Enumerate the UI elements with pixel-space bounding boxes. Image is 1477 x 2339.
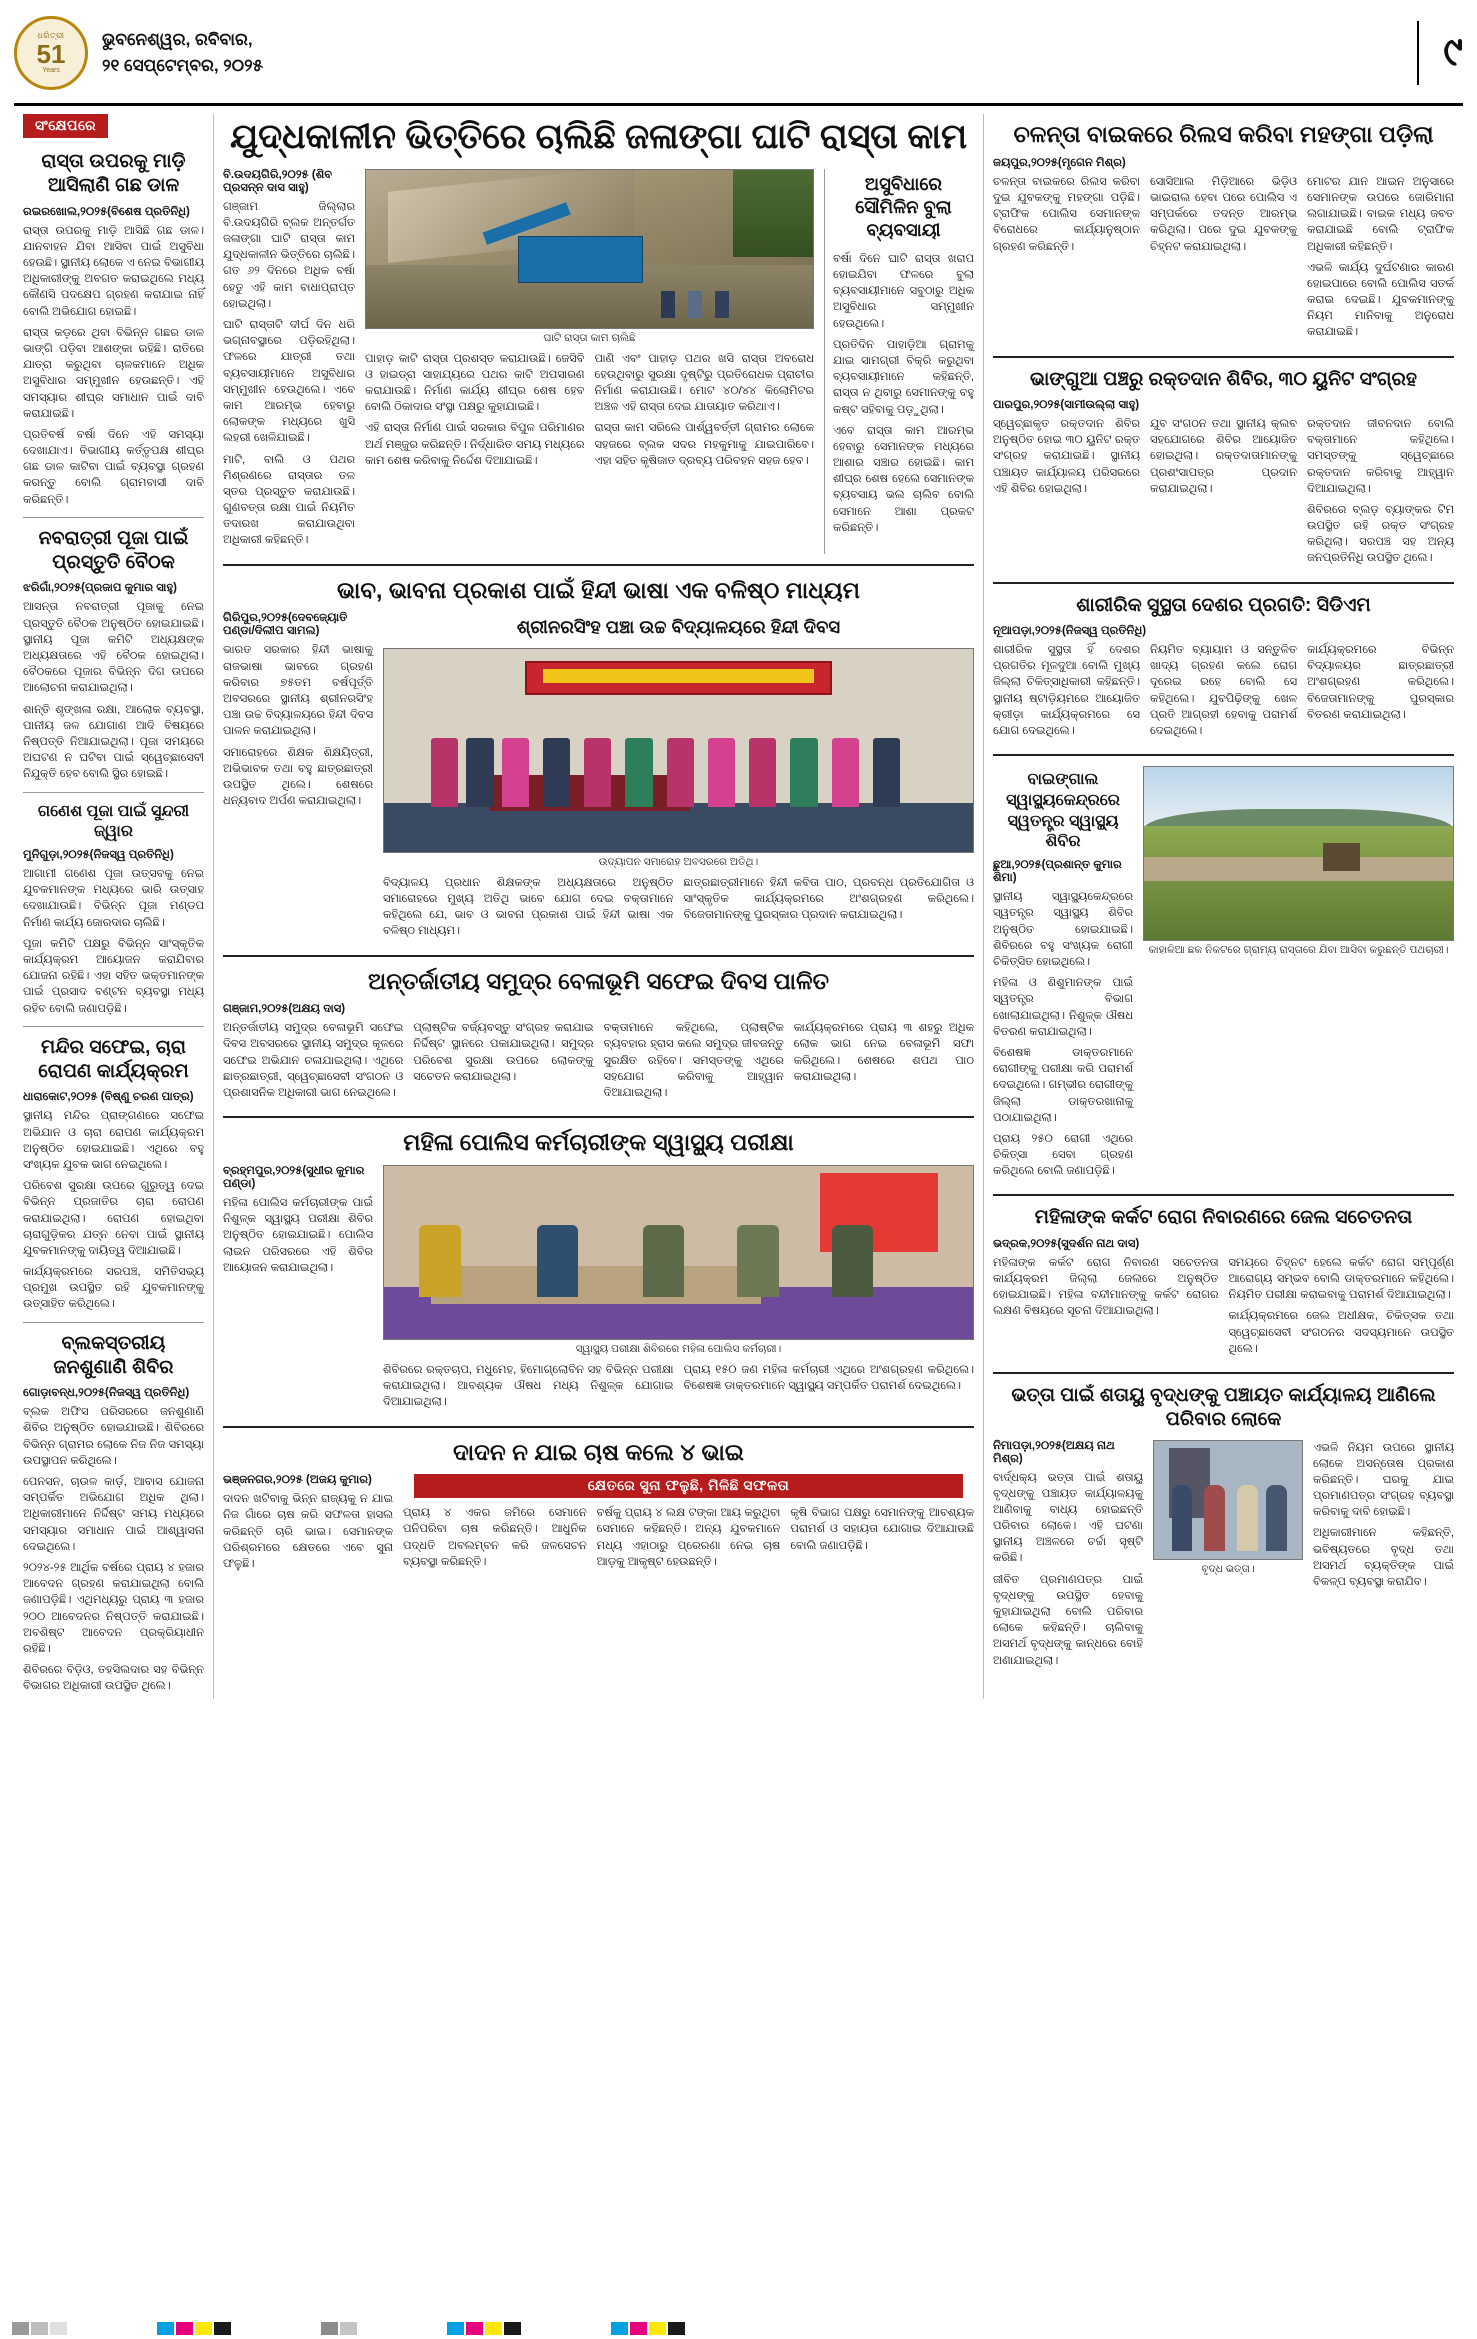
story-photo-village-road [1143,766,1454,941]
lead-story-ghati-road [223,116,974,554]
story-blood-donation-camp [993,368,1454,572]
story-headline: ମନ୍ଦିର ସଫେଇ, ଚାରା ରୋପଣ କାର୍ଯ୍ୟକ୍ରମ [38,1036,189,1083]
lead-paragraph: ପାଣି ଏବଂ ପାହାଡ଼ ପଥର ଖସି ରାସ୍ତା ଅବରୋଧ ହେଉଥିବାରୁ ସୁରକ୍ଷା ଦୃଷ୍ଟିରୁ ପ୍ରତିରୋଧକ ପ୍ରାଚୀର ନିର୍ମାଣ କରାଯାଉଛି। ମୋଟ ୪୦/୪୪ କିଲୋମିଟର ଅଞ୍ଚଳ ଏହି ରାସ୍ତା ଦେଇ ଯାତାୟାତ କରିଥାଏ। [594,352,814,414]
lead-sidebar-headline: ଅସୁବିଧାରେ ସୌମିଳିନ ବୁଲା ବ୍ୟବସାୟୀ [855,173,952,241]
story-women-police-health [223,1128,974,1415]
story-bike-reels [993,120,1454,346]
lead-headline: ଯୁଦ୍ଧକାଳୀନ ଭିତ୍ତିରେ ଚାଲିଛି ଜଳାଙ୍ଗା ଘାଟି ରାସ୍ତା କାମ [230,117,967,156]
story-byline: ନିମାପଡ଼ା,୨୦୨୫(ଅକ୍ଷୟ ନାଥ ମିଶ୍ର) [993,1439,1115,1465]
color-swatch [157,2322,174,2335]
color-swatch [447,2322,464,2335]
divider [993,754,1454,756]
swatch-group-gray-1 [12,2322,67,2335]
masthead-dateline [102,27,263,78]
story-headline: ବାଇଙ୍ଗାଲ ସ୍ୱାସ୍ଥ୍ୟକେନ୍ଦ୍ରରେ ସ୍ୱତନ୍ତ୍ର ସ୍ୱାସ୍ଥ୍ୟ ଶିବିର [1006,771,1120,851]
story-headline: ନବରାତ୍ରୀ ପୂଜା ପାଇଁ ପ୍ରସ୍ତୁତି ବୈଠକ [38,527,189,574]
story-byline: ରଇରଖୋଲ,୨୦୨୫(ବିଶେଷ ପ୍ରତିନିଧି) [23,205,190,218]
story-paragraph: ନିୟମିତ ବ୍ୟାୟାମ ଓ ସନ୍ତୁଳିତ ଖାଦ୍ୟ ଗ୍ରହଣ କଲେ ରୋଗ ଦୂରେଇ ରହେ ବୋଲି ସେ କହିଥିଲେ। ଯୁବପିଢ଼ିଙ୍କୁ ଖେଳ ପ୍ରତି ଆଗ୍ରହୀ ହେବାକୁ ପରାମର୍ଶ ଦେଇଥିଲେ। [1150,643,1297,737]
divider [23,1026,204,1027]
divider [23,517,204,518]
story-paragraph: ବିଶେଷଜ୍ଞ ଡାକ୍ତରମାନେ ରୋଗୀଙ୍କୁ ପରୀକ୍ଷା କରି ପରାମର୍ଶ ଦେଇଥିଲେ। ଗମ୍ଭୀର ରୋଗୀଙ୍କୁ ଜିଲ୍ଲା ଡାକ୍ତରଖାନାକୁ ପଠାଯାଇଥିଲା। [993,1046,1133,1124]
column-right [984,114,1463,1699]
lead-sidebar-paragraph: ଏବେ ରାସ୍ତା କାମ ଆରମ୍ଭ ହେବାରୁ ସେମାନଙ୍କ ମଧ୍ୟରେ ଆଶାର ସଞ୍ଚାର ହୋଇଛି। କାମ ଶୀଘ୍ର ଶେଷ ହେଲେ ସେମାନଙ୍କ ବ୍ୟବସାୟ ଭଲ ଚାଲିବ ବୋଲି ସେମାନେ ଆଶା ପ୍ରକଟ କରିଛନ୍ତି। [833,424,974,534]
divider [223,1116,974,1118]
story-paragraph: ପରିବେଶ ସୁରକ୍ଷା ଉପରେ ଗୁରୁତ୍ୱ ଦେଇ ବିଭିନ୍ନ ପ୍ରଜାତିର ଚାରା ରୋପଣ କରାଯାଇଥିଲା। ରୋପଣ ହୋଇଥିବା ଚାରାଗୁଡ଼ିକର ଯତ୍ନ ନେବା ପାଇଁ ସ୍ଥାନୀୟ ଯୁବକମାନଙ୍କୁ ଦାୟିତ୍ୱ ଦିଆଯାଇଛି। [23,1180,204,1257]
story-photo-caption: ବୃଦ୍ଧ ଭତ୍ତା। [1201,1562,1255,1575]
story-headline: ଦାଦନ ନ ଯାଇ ଚାଷ କଲେ ୪ ଭାଇ [453,1438,744,1465]
swatch-group-cmyk-1 [157,2322,231,2335]
divider [993,356,1454,358]
masthead-date: ୨୧ ସେପ୍ଟେମ୍ବର, ୨୦୨୫ [102,55,264,75]
story-beach-cleanup [223,967,974,1107]
lead-paragraph: ପାହାଡ଼ କାଟି ରାସ୍ତା ପ୍ରଶସ୍ତ କରାଯାଉଛି। ଜେସିବି ଓ ହାଇଡ୍ରା ସାହାଯ୍ୟରେ ପଥର କାଟି ଅପସାରଣ କରାଯାଉଛି। ନିର୍ମାଣ କାର୍ଯ୍ୟ ଶୀଘ୍ର ଶେଷ ହେବ ବୋଲି ଠିକାଦାର ସଂସ୍ଥା ପକ୍ଷରୁ କୁହାଯାଇଛି। [365,352,585,414]
story-byline: ଧାରାକୋଟ,୨୦୨୫ (ବିଷ୍ଣୁ ଚରଣ ପାତ୍ର) [23,1091,194,1104]
story-paragraph: ମହିଳାଙ୍କ କର୍କଟ ରୋଗ ନିବାରଣ ସଚେତନତା କାର୍ଯ୍ୟକ୍ରମ ଜିଲ୍ଲା ଜେଲରେ ଅନୁଷ୍ଠିତ ହୋଇଯାଇଛି। ମହିଳା ବନ୍ଦୀମାନଙ୍କୁ କର୍କଟ ରୋଗର ଲକ୍ଷଣ ବିଷୟରେ ସୂଚନା ଦିଆଯାଇଥିଲା। [993,1256,1219,1318]
story-headline: ଅନ୍ତର୍ଜାତୀୟ ସମୁଦ୍ର ବେଳାଭୂମି ସଫେଇ ଦିବସ ପାଳିତ [367,967,830,994]
story-hindi-diwas [223,576,974,945]
story-photo-caption: ଉଦ୍ୟାପନ ସମାରୋହ ଅବସରରେ ଅତିଥି। [598,855,759,868]
story-paragraph: କାର୍ଯ୍ୟକ୍ରମରେ ବିଭିନ୍ନ ବିଦ୍ୟାଳୟର ଛାତ୍ରଛାତ୍ରୀ ଅଂଶଗ୍ରହଣ କରିଥିଲେ। ବିଜେତାମାନଙ୍କୁ ପୁରସ୍କାର ବିତରଣ କରାଯାଇଥିଲା। [1307,643,1454,721]
divider [223,1426,974,1428]
story-paragraph: କୃଷି ବିଭାଗ ପକ୍ଷରୁ ସେମାନଙ୍କୁ ଆବଶ୍ୟକ ପରାମର୍ଶ ଓ ସହାୟତା ଯୋଗାଇ ଦିଆଯାଉଛି ବୋଲି ଜଣାପଡ଼ିଛି। [790,1507,975,1552]
swatch-group-gray-2 [321,2322,357,2335]
story-paragraph: ଭାରତ ସରକାର ହିନ୍ଦୀ ଭାଷାକୁ ରାଜଭାଷା ଭାବରେ ଗ୍ରହଣ କରିବାର ୭୫ତମ ବର୍ଷପୂର୍ତ୍ତି ଅବସରରେ ସ୍ଥାନୀୟ ଶ୍ରୀନରସିଂହ ପଞ୍ଚା ଉଚ୍ଚ ବିଦ୍ୟାଳୟରେ ହିନ୍ଦୀ ଦିବସ ପାଳନ କରାଯାଇଥିଲା। [223,644,373,738]
logo-anniversary-number: 51 [36,39,66,69]
color-swatch [214,2322,231,2335]
story-headline: ଭତ୍ତା ପାଇଁ ଶତାୟୁ ବୃଦ୍ଧଙ୍କୁ ପଞ୍ଚାୟତ କାର୍ଯ୍ୟାଳୟ ଆଣିଲେ ପରିବାର ଲୋକେ [1011,1384,1436,1431]
story-byline: ପାରପୁର,୨୦୨୫(ସାମୀଉଲ୍ଲା ସାହୁ) [993,398,1140,411]
story-byline: ଜୟପୁର,୨୦୨୫(ମୃଗେନ ମିଶ୍ର) [993,156,1126,169]
lead-paragraph: ମାଟି, ବାଲି ଓ ପଥର ମିଶ୍ରଣରେ ରାସ୍ତାର ତଳ ସ୍ତର ପ୍ରସ୍ତୁତ କରାଯାଉଛି। ଗୁଣବତ୍ତା ରକ୍ଷା ପାଇଁ ନିୟମିତ ତଦାରଖ କରାଯାଉଥିବା ଅଧିକାରୀ କହିଛନ୍ତି। [223,453,355,547]
story-paragraph: କାର୍ଯ୍ୟକ୍ରମରେ ଜେଲ ଅଧୀକ୍ଷକ, ଚିକିତ୍ସକ ତଥା ସ୍ୱେଚ୍ଛାସେବୀ ସଂଗଠନର ସଦସ୍ୟମାନେ ଉପସ୍ଥିତ ଥିଲେ। [1228,1310,1454,1355]
lead-paragraph: ରାସ୍ତା କାମ ସରିଲେ ପାର୍ଶ୍ୱବର୍ତ୍ତୀ ଗ୍ରାମର ଲୋକେ ସହଜରେ ବ୍ଲକ ସଦର ମହକୁମାକୁ ଯାଇପାରିବେ। ଏହା ସହିତ କୃଷିଜାତ ଦ୍ରବ୍ୟ ପରିବହନ ସହଜ ହେବ। [594,422,814,467]
story-headline: ମହିଳା ପୋଲିସ କର୍ମଚାରୀଙ୍କ ସ୍ୱାସ୍ଥ୍ୟ ପରୀକ୍ଷା [403,1129,794,1156]
story-paragraph: ସମାରୋହରେ ଶିକ୍ଷକ ଶିକ୍ଷୟିତ୍ରୀ, ଅଭିଭାବକ ତଥା ବହୁ ଛାତ୍ରଛାତ୍ରୀ ଉପସ୍ଥିତ ଥିଲେ। ଶେଷରେ ଧନ୍ୟବାଦ ଅର୍ପଣ କରାଯାଇଥିଲା। [223,746,373,808]
publication-logo [14,16,88,90]
lead-photo-road-construction [365,169,814,329]
lead-byline: ବି.ଉଦୟଗିରି,୨୦୨୫ (ଶିବ ପ୍ରସନ୍ନ ଦାସ ସାହୁ) [223,168,333,194]
story-byline: ଗିରିପୁର,୨୦୨୫(ଦେବଜ୍ୟୋତି ପଣ୍ଡା/ଦିଲୀପ ସାମଲ) [223,612,348,638]
story-paragraph: ସ୍ଥାନୀୟ ମନ୍ଦିର ପ୍ରାଙ୍ଗଣରେ ସଫେଇ ଅଭିଯାନ ଓ ଚାରା ରୋପଣ କାର୍ଯ୍ୟକ୍ରମ ଅନୁଷ୍ଠିତ ହୋଇଯାଇଛି। ଏଥିରେ ବହୁ ସଂଖ୍ୟକ ଯୁବକ ଭାଗ ନେଇଥିଲେ। [23,1110,204,1171]
story-photo-caption: ସ୍ୱାସ୍ଥ୍ୟ ପରୀକ୍ଷା ଶିବିରରେ ମହିଳା ପୋଲିସ କର୍ମଚାରୀ। [575,1342,782,1355]
column-left [14,114,214,1699]
swatch-group-cmyk-2 [447,2322,521,2335]
story-paragraph: ରାସ୍ତା ଉପରକୁ ମାଡ଼ି ଆସିଛି ଗଛ ଡାଳ। ଯାନବାହନ ଯିବା ଆସିବା ପାଇଁ ଅସୁବିଧା ହେଉଛି। ସ୍ଥାନୀୟ ଲୋକେ ଏ ନେଇ ବିଭାଗୀୟ ଅଧିକାରୀଙ୍କୁ ଅବଗତ କରାଇଥିଲେ ମଧ୍ୟ କୌଣସି ପଦକ୍ଷେପ ଗ୍ରହଣ କରାଯାଇ ନାହିଁ ବୋଲି ଅଭିଯୋଗ ହୋଇଛି। [23,224,204,318]
story-headline: ଭାଙ୍ଗୁଆ ପଞ୍ଚରୁ ରକ୍ତଦାନ ଶିବିର, ୩୦ ୟୁନିଟ ସଂଗ୍ରହ [1030,368,1417,390]
lead-sidebar-paragraph: ବର୍ଷା ଦିନେ ଘାଟି ରାସ୍ତା ଖରାପ ହୋଇଯିବା ଫଳରେ ବୁଲା ବ୍ୟବସାୟୀମାନେ ସବୁଠାରୁ ଅଧିକ ଅସୁବିଧାର ସମ୍ମୁଖୀନ ହେଉଥିଲେ। [833,252,974,330]
brief-story-public-hearing [23,1332,204,1695]
story-sub-headline: କ୍ଷେତରେ ସୁନା ଫଳୁଛି, ମିଳିଛି ସଫଳତା [414,1474,962,1498]
story-paragraph: ବ୍ଲକ ଅଫିସ ପରିସରରେ ଜନଶୁଣାଣି ଶିବିର ଅନୁଷ୍ଠିତ ହୋଇଯାଇଛି। ଶିବିରରେ ବିଭିନ୍ନ ଗ୍ରାମର ଲୋକେ ନିଜ ନିଜ ସମସ୍ୟା ଉପସ୍ଥାପନ କରିଥିଲେ। [23,1406,204,1467]
story-paragraph: ଏଭଳି ନିୟମ ଉପରେ ସ୍ଥାନୀୟ ଲୋକେ ଅସନ୍ତୋଷ ପ୍ରକାଶ କରିଛନ୍ତି। ଘରକୁ ଯାଇ ପ୍ରମାଣପତ୍ର ସଂଗ୍ରହ ବ୍ୟବସ୍ଥା କରିବାକୁ ଦାବି ହୋଇଛି। [1313,1441,1454,1519]
color-swatch [485,2322,502,2335]
brief-story-road-branches [23,150,204,508]
brief-story-temple-cleaning [23,1036,204,1313]
story-paragraph: ଶିବିରରେ ରକ୍ତଚାପ, ମଧୁମେହ, ହିମୋଗ୍ଲୋବିନ ସହ ବିଭିନ୍ନ ପରୀକ୍ଷା କରାଯାଇଥିଲା। ଆବଶ୍ୟକ ଔଷଧ ମଧ୍ୟ ନିଶୁଳ୍କ ଯୋଗାଇ ଦିଆଯାଇଥିଲା। [383,1363,674,1409]
story-byline: ଛୁଆ,୨୦୨୫(ପ୍ରଶାନ୍ତ କୁମାର ଶିମା) [993,859,1122,885]
story-paragraph: ଚଳନ୍ତା ବାଇକରେ ରିଲସ କରିବା ଦୁଇ ଯୁବକଙ୍କୁ ମହଙ୍ଗା ପଡ଼ିଛି। ଟ୍ରାଫିକ ପୋଲିସ ସେମାନଙ୍କ ବିରୋଧରେ କାର୍ଯ୍ୟାନୁଷ୍ଠାନ ଗ୍ରହଣ କରିଛନ୍ତି। [993,175,1140,253]
section-kicker: ସଂକ୍ଷେପରେ [23,114,108,138]
story-headline: ଗଣେଶ ପୂଜା ପାଇଁ ସୁନ୍ଦରୀ ଜ୍ୱାର [37,802,190,841]
story-paragraph: ଅଧିକାରୀମାନେ କହିଛନ୍ତି, ଭବିଷ୍ୟତରେ ବୃଦ୍ଧ ତଥା ଅସମର୍ଥ ବ୍ୟକ୍ତିଙ୍କ ପାଇଁ ବିକଳ୍ପ ବ୍ୟବସ୍ଥା କରାଯିବ। [1313,1527,1454,1588]
story-paragraph: ଏଭଳି କାର୍ଯ୍ୟ ଦୁର୍ଘଟଣାର କାରଣ ହୋଇପାରେ ବୋଲି ପୋଲିସ ସତର୍କ କରାଇ ଦେଇଛି। ଯୁବକମାନଙ୍କୁ ନିୟମ ମାନିବାକୁ ଅନୁରୋଧ କରାଯାଇଛି। [1307,261,1454,339]
color-swatch [630,2322,647,2335]
story-paragraph: ଶିବିରରେ ବିଡ଼ିଓ, ତହସିଲଦାର ସହ ବିଭିନ୍ନ ବିଭାଗର ଅଧିକାରୀ ଉପସ୍ଥିତ ଥିଲେ। [23,1664,204,1693]
story-paragraph: ଅନ୍ତର୍ଜାତୀୟ ସମୁଦ୍ର ବେଳାଭୂମି ସଫେଇ ଦିବସ ଅବସରରେ ସ୍ଥାନୀୟ ସମୁଦ୍ର କୂଳରେ ସଫେଇ ଅଭିଯାନ ଚଳାଯାଇଥିଲା। ଏଥିରେ ଛାତ୍ରଛାତ୍ରୀ, ସ୍ୱେଚ୍ଛାସେବୀ ସଂଗଠନ ଓ ପ୍ରଶାସନିକ ଅଧିକାରୀ ଭାଗ ନେଇଥିଲେ। [223,1022,404,1100]
story-headline: ବ୍ଲକସ୍ତରୀୟ ଜନଶୁଣାଣି ଶିବିର [53,1332,174,1378]
column-main [214,114,984,1699]
color-swatch [466,2322,483,2335]
story-paragraph: ଶାନ୍ତି ଶୃଙ୍ଖଳା ରକ୍ଷା, ଆଲୋକ ବ୍ୟବସ୍ଥା, ପାନୀୟ ଜଳ ଯୋଗାଣ ଆଦି ବିଷୟରେ ନିଷ୍ପତ୍ତି ନିଆଯାଇଥିଲା। ପୂଜା ସମୟରେ ଅଘଟଣ ନ ଘଟିବା ପାଇଁ ସ୍ୱେଚ୍ଛାସେବୀ ନିଯୁକ୍ତି ହେବ ବୋଲି ସ୍ଥିର ହୋଇଛି। [23,703,204,781]
story-paragraph: ୨୦୨୪-୨୫ ଆର୍ଥିକ ବର୍ଷରେ ପ୍ରାୟ ୪ ହଜାର ଆବେଦନ ଗ୍ରହଣ କରାଯାଇଥିଲା ବୋଲି ଜଣାପଡ଼ିଛି। ଏଥିମଧ୍ୟରୁ ପ୍ରାୟ ୩ ହଜାର ୨୦୦ ଆବେଦନର ନିଷ୍ପତ୍ତି କରାଯାଇଛି। ଅବଶିଷ୍ଟ ଆବେଦନ ପ୍ରକ୍ରିୟାଧୀନ ରହିଛି। [23,1561,204,1655]
color-swatch [12,2322,29,2335]
lead-photo-caption: ଘାଟି ରାସ୍ତା କାମ ଚାଲିଛି [543,331,636,344]
color-swatch [50,2322,67,2335]
story-photo-health-camp [383,1165,974,1340]
color-swatch [668,2322,685,2335]
story-paragraph: ବିଦ୍ୟାଳୟ ପ୍ରଧାନ ଶିକ୍ଷକଙ୍କ ଅଧ୍ୟକ୍ଷତାରେ ଅନୁଷ୍ଠିତ ସମାରୋହରେ ମୁଖ୍ୟ ଅତିଥି ଭାବେ ଯୋଗ ଦେଇ ବକ୍ତାମାନେ କହିଥିଲେ ଯେ, ଭାବ ଓ ଭାବନା ପ୍ରକାଶ ପାଇଁ ହିନ୍ଦୀ ଭାଷା ଏକ ବଳିଷ୍ଠ ମାଧ୍ୟମ। [383,876,674,938]
story-paragraph: ପେନସନ, ଚାଉଳ କାର୍ଡ଼, ଆବାସ ଯୋଜନା ସମ୍ପର୍କିତ ଅଭିଯୋଗ ଅଧିକ ଥିଲା। ଅଧିକାରୀମାନେ ନିର୍ଦ୍ଦିଷ୍ଟ ସମୟ ମଧ୍ୟରେ ସମସ୍ୟାର ସମାଧାନ ପାଇଁ ଆଶ୍ୱାସନା ଦେଇଥିଲେ। [23,1476,204,1553]
story-paragraph: କାର୍ଯ୍ୟକ୍ରମରେ ପ୍ରାୟ ୩ ଶହରୁ ଅଧିକ ଲୋକ ଭାଗ ନେଇ ବେଳାଭୂମି ସଫା କରିଥିଲେ। ଶେଷରେ ଶପଥ ପାଠ କରାଯାଇଥିଲା। [793,1022,974,1083]
color-swatch [611,2322,628,2335]
story-paragraph: ପ୍ରାୟ ୪ ଏକର ଜମିରେ ସେମାନେ ପନିପରିବା ଚାଷ କରିଛନ୍ତି। ଆଧୁନିକ ପଦ୍ଧତି ଅବଲମ୍ବନ କରି ଜଳସେଚନ ବ୍ୟବସ୍ଥା କରିଛନ୍ତି। [403,1507,587,1568]
story-paragraph: ବର୍ଷକୁ ପ୍ରାୟ ୪ ଲକ୍ଷ ଟଙ୍କା ଆୟ କରୁଥିବା ସେମାନେ କହିଛନ୍ତି। ଅନ୍ୟ ଯୁବକମାନେ ମଧ୍ୟ ଏହାଠାରୁ ପ୍ରେରଣା ନେଇ ଚାଷ ଆଡ଼କୁ ଆକୃଷ୍ଟ ହେଉଛନ୍ତି। [596,1507,781,1568]
divider [223,564,974,566]
color-swatch [649,2322,666,2335]
divider [23,792,204,793]
story-headline: ରାସ୍ତା ଉପରକୁ ମାଡ଼ି ଆସିଲାଣି ଗଛ ଡାଳ [41,151,186,197]
story-byline: ମୁନିଗୁଡ଼ା,୨୦୨୫(ନିଜସ୍ୱ ପ୍ରତିନିଧି) [23,849,174,862]
story-paragraph: ପ୍ରାୟ ୨୫୦ ରୋଗୀ ଏଥିରେ ଚିକିତ୍ସା ସେବା ଗ୍ରହଣ କରିଥିଲେ ବୋଲି ଜଣାପଡ଼ିଛି। [993,1132,1133,1178]
logo-top-text: ଧରିତ୍ରୀ [37,31,65,40]
story-byline: ଝରିଗାଁ,୨୦୨୫(ପ୍ରଜାପ କୁମାର ସାହୁ) [23,582,177,595]
story-health-camp-baingal [993,766,1454,1184]
story-paragraph: ମହିଳା ପୋଲିସ କର୍ମଚାରୀଙ୍କ ପାଇଁ ନିଶୁଳ୍କ ସ୍ୱାସ୍ଥ୍ୟ ପରୀକ୍ଷା ଶିବିର ଅନୁଷ୍ଠିତ ହୋଇଯାଇଛି। ପୋଲିସ ଲାଇନ ପରିସରରେ ଏହି ଶିବିର ଆୟୋଜନ କରାଯାଇଥିଲା। [223,1196,373,1274]
color-swatch [31,2322,48,2335]
color-swatch [176,2322,193,2335]
page-number: ୯ [1417,21,1463,85]
story-paragraph: ସ୍ଥାନୀୟ ସ୍ୱାସ୍ଥ୍ୟକେନ୍ଦ୍ରରେ ସ୍ୱତନ୍ତ୍ର ସ୍ୱାସ୍ଥ୍ୟ ଶିବିର ଅନୁଷ୍ଠିତ ହୋଇଯାଇଛି। ଶିବିରରେ ବହୁ ସଂଖ୍ୟକ ରୋଗୀ ଚିକିତ୍ସିତ ହୋଇଥିଲେ। [993,891,1133,968]
story-paragraph: କାର୍ଯ୍ୟକ୍ରମରେ ସରପଞ୍ଚ, ସମିତିସଭ୍ୟ ପ୍ରମୁଖ ଉପସ୍ଥିତ ରହି ଯୁବକମାନଙ୍କୁ ଉତ୍ସାହିତ କରିଥିଲେ। [23,1266,204,1311]
story-photo-hindi-diwas [383,648,974,853]
story-pension-elderly [993,1384,1454,1674]
lead-paragraph: ଗଞ୍ଜାମ ଜିଲ୍ଲାର ବି.ଉଦୟଗିରି ବ୍ଲକ ଅନ୍ତର୍ଗତ ଜଳାଙ୍ଗା ଘାଟି ରାସ୍ତା କାମ ଯୁଦ୍ଧକାଳୀନ ଭିତ୍ତିରେ ଚାଲିଛି। ଗତ ୬୨ ଦିନରେ ଅଧିକ ବର୍ଷା ହେତୁ ଏହି କାମ ବାଧାପ୍ରାପ୍ତ ହୋଇଥିଲା। [223,200,355,310]
story-paragraph: ମହିଳା ଓ ଶିଶୁମାନଙ୍କ ପାଇଁ ସ୍ୱତନ୍ତ୍ର ବିଭାଗ ଖୋଲାଯାଇଥିଲା। ନିଶୁଳ୍କ ଔଷଧ ବିତରଣ କରାଯାଇଥିଲା। [993,977,1133,1038]
brief-story-ganesh-puja [23,802,204,1017]
story-paragraph: ଜୀବିତ ପ୍ରମାଣପତ୍ର ପାଇଁ ବୃଦ୍ଧଙ୍କୁ ଉପସ୍ଥିତ ହେବାକୁ କୁହାଯାଇଥିଲା ବୋଲି ପରିବାର ଲୋକେ କହିଛନ୍ତି। ଚାଲିବାକୁ ଅସମର୍ଥ ବୃଦ୍ଧଙ୍କୁ କାନ୍ଧରେ ବୋହି ଅଣାଯାଇଥିଲା। [993,1573,1143,1667]
divider [993,1194,1454,1196]
photo-overline: ଶ୍ରୀନରସିଂହ ପଞ୍ଚା ଉଚ୍ଚ ବିଦ୍ୟାଳୟରେ ହିନ୍ଦୀ ଦିବସ [516,617,841,638]
story-byline: ଭଦ୍ରକ,୨୦୨୫(ସୁଦର୍ଶନ ନାଥ ଦାସ) [993,1237,1140,1250]
story-paragraph: ବାର୍ଦ୍ଧକ୍ୟ ଭତ୍ତା ପାଇଁ ଶତାୟୁ ବୃଦ୍ଧଙ୍କୁ ପଞ୍ଚାୟତ କାର୍ଯ୍ୟାଳୟକୁ ଆଣିବାକୁ ବାଧ୍ୟ ହୋଇଛନ୍ତି ପରିବାର ଲୋକେ। ଏହି ଘଟଣା ସ୍ଥାନୀୟ ଅଞ୍ଚଳରେ ଚର୍ଚ୍ଚା ସୃଷ୍ଟି କରିଛି। [993,1471,1143,1565]
color-swatch [321,2322,338,2335]
page-body [14,114,1463,1699]
print-registration-bar [0,2317,1477,2339]
story-cancer-awareness-jail [993,1206,1454,1361]
story-byline: ବ୍ରହ୍ମପୁର,୨୦୨୫(ସୁଧୀର କୁମାର ପଣ୍ଡା) [223,1164,365,1190]
masthead [14,10,1463,106]
story-headline: ମହିଳାଙ୍କ କର୍କଟ ରୋଗ ନିବାରଣରେ ଜେଲ ସଚେତନତା [1034,1207,1413,1229]
story-paragraph: ପ୍ରତିବର୍ଷ ବର୍ଷା ଦିନେ ଏହି ସମସ୍ୟା ଦେଖାଯାଏ। ବିଭାଗୀୟ କର୍ତ୍ତୃପକ୍ଷ ଶୀଘ୍ର ଗଛ ଡାଳ କାଟିବା ପାଇଁ ବ୍ୟବସ୍ଥା ଗ୍ରହଣ କରନ୍ତୁ ବୋଲି ଗ୍ରାମବାସୀ ଦାବି କରିଛନ୍ତି। [23,428,204,506]
story-paragraph: ଶିବିରରେ ବ୍ଲଡ଼ ବ୍ୟାଙ୍କର ଟିମ ଉପସ୍ଥିତ ରହି ରକ୍ତ ସଂଗ୍ରହ କରିଥିଲା। ସରପଞ୍ଚ ସହ ଅନ୍ୟ ଜନପ୍ରତିନିଧି ଉପସ୍ଥିତ ଥିଲେ। [1307,503,1454,565]
story-byline: ଗଞ୍ଜାମ,୨୦୨୫(ଅକ୍ଷୟ ଦାସ) [223,1003,346,1016]
lead-sidebar-paragraph: ପ୍ରତିଦିନ ପାହାଡ଼ିଆ ଗ୍ରାମକୁ ଯାଇ ସାମଗ୍ରୀ ବିକ୍ରି କରୁଥିବା ବ୍ୟବସାୟୀମାନେ କହିଛନ୍ତି, ରାସ୍ତା ନ ଥିବାରୁ ସେମାନଙ୍କୁ ବହୁ କଷ୍ଟ ସହିବାକୁ ପଡ଼ୁଥିଲା। [833,338,974,416]
story-four-brothers-farming [223,1438,974,1578]
story-paragraph: ଯୁବ ସଂଗଠନ ତଥା ସ୍ଥାନୀୟ କ୍ଲବ ସହଯୋଗରେ ଶିବିର ଆୟୋଜିତ ହୋଇଥିଲା। ରକ୍ତଦାତାମାନଙ୍କୁ ପ୍ରଶଂସାପତ୍ର ପ୍ରଦାନ କରାଯାଇଥିଲା। [1150,417,1297,495]
lead-paragraph: ଘାଟି ରାସ୍ତାଟି ଦୀର୍ଘ ଦିନ ଧରି ଭଗ୍ନାବସ୍ଥାରେ ପଡ଼ିରହିଥିଲା। ଫଳରେ ଯାତ୍ରୀ ତଥା ବ୍ୟବସାୟୀମାନେ ଅସୁବିଧାର ସମ୍ମୁଖୀନ ହେଉଥିଲେ। ଏବେ କାମ ଆରମ୍ଭ ହେବାରୁ ଲୋକଙ୍କ ମଧ୍ୟରେ ଖୁସି ଲହରୀ ଖେଳିଯାଇଛି। [223,319,355,445]
story-paragraph: ପୂଜା କମିଟି ପକ୍ଷରୁ ବିଭିନ୍ନ ସାଂସ୍କୃତିକ କାର୍ଯ୍ୟକ୍ରମ ଆୟୋଜନ କରାଯିବାର ଯୋଜନା ରହିଛି। ଏହା ସହିତ ଭକ୍ତମାନଙ୍କ ପାଇଁ ପ୍ରସାଦ ବଣ୍ଟନ ବ୍ୟବସ୍ଥା ମଧ୍ୟ ରହିବ ବୋଲି ଜଣାପଡ଼ିଛି। [23,937,204,1015]
story-paragraph: ସୋସିଆଲ ମିଡ଼ିଆରେ ଭିଡ଼ିଓ ଭାଇରାଲ ହେବା ପରେ ପୋଲିସ ଏ ସମ୍ପର୍କରେ ତଦନ୍ତ ଆରମ୍ଭ କରିଥିଲା। ପରେ ଦୁଇ ଯୁବକଙ୍କୁ ଚିହ୍ନଟ କରାଯାଇଥିଲା। [1150,175,1297,253]
story-paragraph: ମୋଟର ଯାନ ଆଇନ ଅନୁସାରେ ସେମାନଙ୍କ ଉପରେ ଜୋରିମାନା ଲଗାଯାଇଛି। ବାଇକ ମଧ୍ୟ ଜବତ କରାଯାଇଛି ବୋଲି ଟ୍ରାଫିକ ଅଧିକାରୀ କହିଛନ୍ତି। [1307,175,1454,253]
story-paragraph: ସମୟରେ ଚିହ୍ନଟ ହେଲେ କର୍କଟ ରୋଗ ସମ୍ପୂର୍ଣ୍ଣ ଆରୋଗ୍ୟ ସମ୍ଭବ ବୋଲି ଡାକ୍ତରମାନେ କହିଥିଲେ। ନିୟମିତ ପରୀକ୍ଷା କରାଇବାକୁ ପରାମର୍ଶ ଦିଆଯାଇଥିଲା। [1228,1256,1454,1302]
masthead-place: ଭୁବନେଶ୍ୱର, ରବିବାର, [102,30,253,49]
story-physical-fitness [993,594,1454,744]
brief-story-navaratri-meeting [23,527,204,783]
story-byline: ନୂଆପଡ଼ା,୨୦୨୫(ନିଜସ୍ୱ ପ୍ରତିନିଧି) [993,624,1147,637]
story-headline: ଚଳନ୍ତା ବାଇକରେ ରିଲସ କରିବା ମହଙ୍ଗା ପଡ଼ିଲା [1013,121,1434,147]
divider [993,582,1454,584]
story-headline: ଭାବ, ଭାବନା ପ୍ରକାଶ ପାଇଁ ହିନ୍ଦୀ ଭାଷା ଏକ ବଳିଷ୍ଠ ମାଧ୍ୟମ [337,576,860,603]
story-paragraph: ବକ୍ତାମାନେ କହିଥିଲେ, ପ୍ଲାଷ୍ଟିକ ବ୍ୟବହାର ହ୍ରାସ କଲେ ସମୁଦ୍ର ଜୀବଜନ୍ତୁ ସୁରକ୍ଷିତ ରହିବେ। ସମସ୍ତଙ୍କୁ ଏଥିରେ ସହଯୋଗ କରିବାକୁ ଆହ୍ୱାନ ଦିଆଯାଇଥିଲା। [603,1022,784,1100]
story-paragraph: ଛାତ୍ରଛାତ୍ରୀମାନେ ହିନ୍ଦୀ କବିତା ପାଠ, ପ୍ରବନ୍ଧ ପ୍ରତିଯୋଗିତା ଓ ସାଂସ୍କୃତିକ କାର୍ଯ୍ୟକ୍ରମରେ ଅଂଶଗ୍ରହଣ କରିଥିଲେ। ବିଜେତାମାନଙ୍କୁ ପୁରସ୍କାର ପ୍ରଦାନ କରାଯାଇଥିଲା। [683,876,974,922]
logo-years-label: Years [42,67,60,74]
story-byline: ଗୋଡ଼ାବନ୍ଧ,୨୦୨୫(ନିଜସ୍ୱ ପ୍ରତିନିଧି) [23,1387,190,1400]
color-swatch [195,2322,212,2335]
story-paragraph: ଆସନ୍ତା ନବରାତ୍ରୀ ପୂଜାକୁ ନେଇ ପ୍ରସ୍ତୁତି ବୈଠକ ଅନୁଷ୍ଠିତ ହୋଇଯାଇଛି। ସ୍ଥାନୀୟ ପୂଜା କମିଟି ଅଧ୍ୟକ୍ଷଙ୍କ ଅଧ୍ୟକ୍ଷତାରେ ଏହି ବୈଠକ ହୋଇଥିଲା। ବୈଠକରେ ପୂଜାର ବିଭିନ୍ନ ଦିଗ ଉପରେ ଆଲୋଚନା କରାଯାଇଥିଲା। [23,601,204,695]
story-paragraph: ଆଗାମୀ ଗଣେଶ ପୂଜା ଉତ୍ସବକୁ ନେଇ ଯୁବକମାନଙ୍କ ମଧ୍ୟରେ ଭାରି ଉତ୍ସାହ ଦେଖାଯାଉଛି। ବିଭିନ୍ନ ପୂଜା ମଣ୍ଡପ ନିର୍ମାଣ କାର୍ଯ୍ୟ ଜୋରଦାର ଚାଲିଛି। [23,868,204,929]
story-photo-elderly-pension [1153,1440,1303,1560]
story-paragraph: ପ୍ରାୟ ୧୫୦ ଜଣ ମହିଳା କର୍ମଚାରୀ ଏଥିରେ ଅଂଶଗ୍ରହଣ କରିଥିଲେ। ବିଶେଷଜ୍ଞ ଡାକ୍ତରମାନେ ସ୍ୱାସ୍ଥ୍ୟ ସମ୍ପର୍କିତ ପରାମର୍ଶ ଦେଇଥିଲେ। [683,1363,974,1393]
swatch-group-cmyk-3 [611,2322,685,2335]
story-paragraph: ଦାଦନ ଖଟିବାକୁ ଭିନ୍ନ ରାଜ୍ୟକୁ ନ ଯାଇ ନିଜ ଗାଁରେ ଚାଷ କରି ସଫଳତା ହାସଲ କରିଛନ୍ତି ଚାରି ଭାଇ। ସେମାନଙ୍କ ପରିଶ୍ରମରେ କ୍ଷେତରେ ଏବେ ସୁନା ଫଳୁଛି। [223,1493,393,1571]
color-swatch [504,2322,521,2335]
story-paragraph: ସ୍ୱେଚ୍ଛାକୃତ ରକ୍ତଦାନ ଶିବିର ଅନୁଷ୍ଠିତ ହୋଇ ୩୦ ୟୁନିଟ ରକ୍ତ ସଂଗ୍ରହ କରାଯାଇଛି। ସ୍ଥାନୀୟ ପଞ୍ଚାୟତ କାର୍ଯ୍ୟାଳୟ ପରିସରରେ ଏହି ଶିବିର ହୋଇଥିଲା। [993,417,1140,495]
lead-paragraph: ଏହି ରାସ୍ତା ନିର୍ମାଣ ପାଇଁ ସରକାର ବିପୁଳ ପରିମାଣର ଅର୍ଥ ମଞ୍ଜୁର କରିଛନ୍ତି। ନିର୍ଦ୍ଧାରିତ ସମୟ ମଧ୍ୟରେ କାମ ଶେଷ କରିବାକୁ ନିର୍ଦ୍ଦେଶ ଦିଆଯାଇଛି। [365,422,585,467]
story-paragraph: ପ୍ଲାଷ୍ଟିକ ବର୍ଜ୍ୟବସ୍ତୁ ସଂଗ୍ରହ କରାଯାଇ ନିର୍ଦ୍ଦିଷ୍ଟ ସ୍ଥାନରେ ପକାଯାଇଥିଲା। ସମୁଦ୍ର ପରିବେଶ ସୁରକ୍ଷା ଉପରେ ଲୋକଙ୍କୁ ସଚେତନ କରାଯାଇଥିଲା। [413,1022,594,1083]
divider [23,1322,204,1323]
story-paragraph: ରାସ୍ତା କଡ଼ରେ ଥିବା ବିଭିନ୍ନ ଗଛର ଡାଳ ଭାଙ୍ଗି ପଡ଼ିବା ଆଶଙ୍କା ରହିଛି। ରାତିରେ ଯାତ୍ରା କରୁଥିବା ଚାଳକମାନେ ଅଧିକ ଅସୁବିଧାର ସମ୍ମୁଖୀନ ହେଉଛନ୍ତି। ଏହି ସମସ୍ୟାର ଶୀଘ୍ର ସମାଧାନ ପାଇଁ ଦାବି କରାଯାଇଛି। [23,326,204,420]
story-headline: ଶାରୀରିକ ସୁସ୍ଥତା ଦେଶର ପ୍ରଗତି: ସିଡିଏମ [1076,594,1371,616]
divider [223,955,974,957]
story-byline: ଭଞ୍ଜନଗର,୨୦୨୫ (ଅଜୟ କୁମାର) [223,1474,372,1487]
color-swatch [340,2322,357,2335]
story-paragraph: ରକ୍ତଦାନ ଜୀବନଦାନ ବୋଲି ବକ୍ତାମାନେ କହିଥିଲେ। ସମସ୍ତଙ୍କୁ ସ୍ୱେଚ୍ଛାରେ ରକ୍ତଦାନ କରିବାକୁ ଆହ୍ୱାନ ଦିଆଯାଇଥିଲା। [1307,417,1454,495]
story-photo-caption: କାହାଳିଆ ଛକ ନିକଟରେ ଗ୍ରାମ୍ୟ ରାସ୍ତାରେ ଯିବା ଆସିବା କରୁଛନ୍ତି ପଥଚାରୀ। [1148,944,1449,957]
divider [993,1372,1454,1374]
story-paragraph: ଶାରୀରିକ ସୁସ୍ଥତା ହିଁ ଦେଶର ପ୍ରଗତିର ମୂଳଦୁଆ ବୋଲି ମୁଖ୍ୟ ଜିଲ୍ଲା ଚିକିତ୍ସାଧିକାରୀ କହିଛନ୍ତି। ସ୍ଥାନୀୟ ଷ୍ଟାଡ଼ିୟମରେ ଆୟୋଜିତ କ୍ରୀଡ଼ା କାର୍ଯ୍ୟକ୍ରମରେ ସେ ଯୋଗ ଦେଇଥିଲେ। [993,643,1140,737]
